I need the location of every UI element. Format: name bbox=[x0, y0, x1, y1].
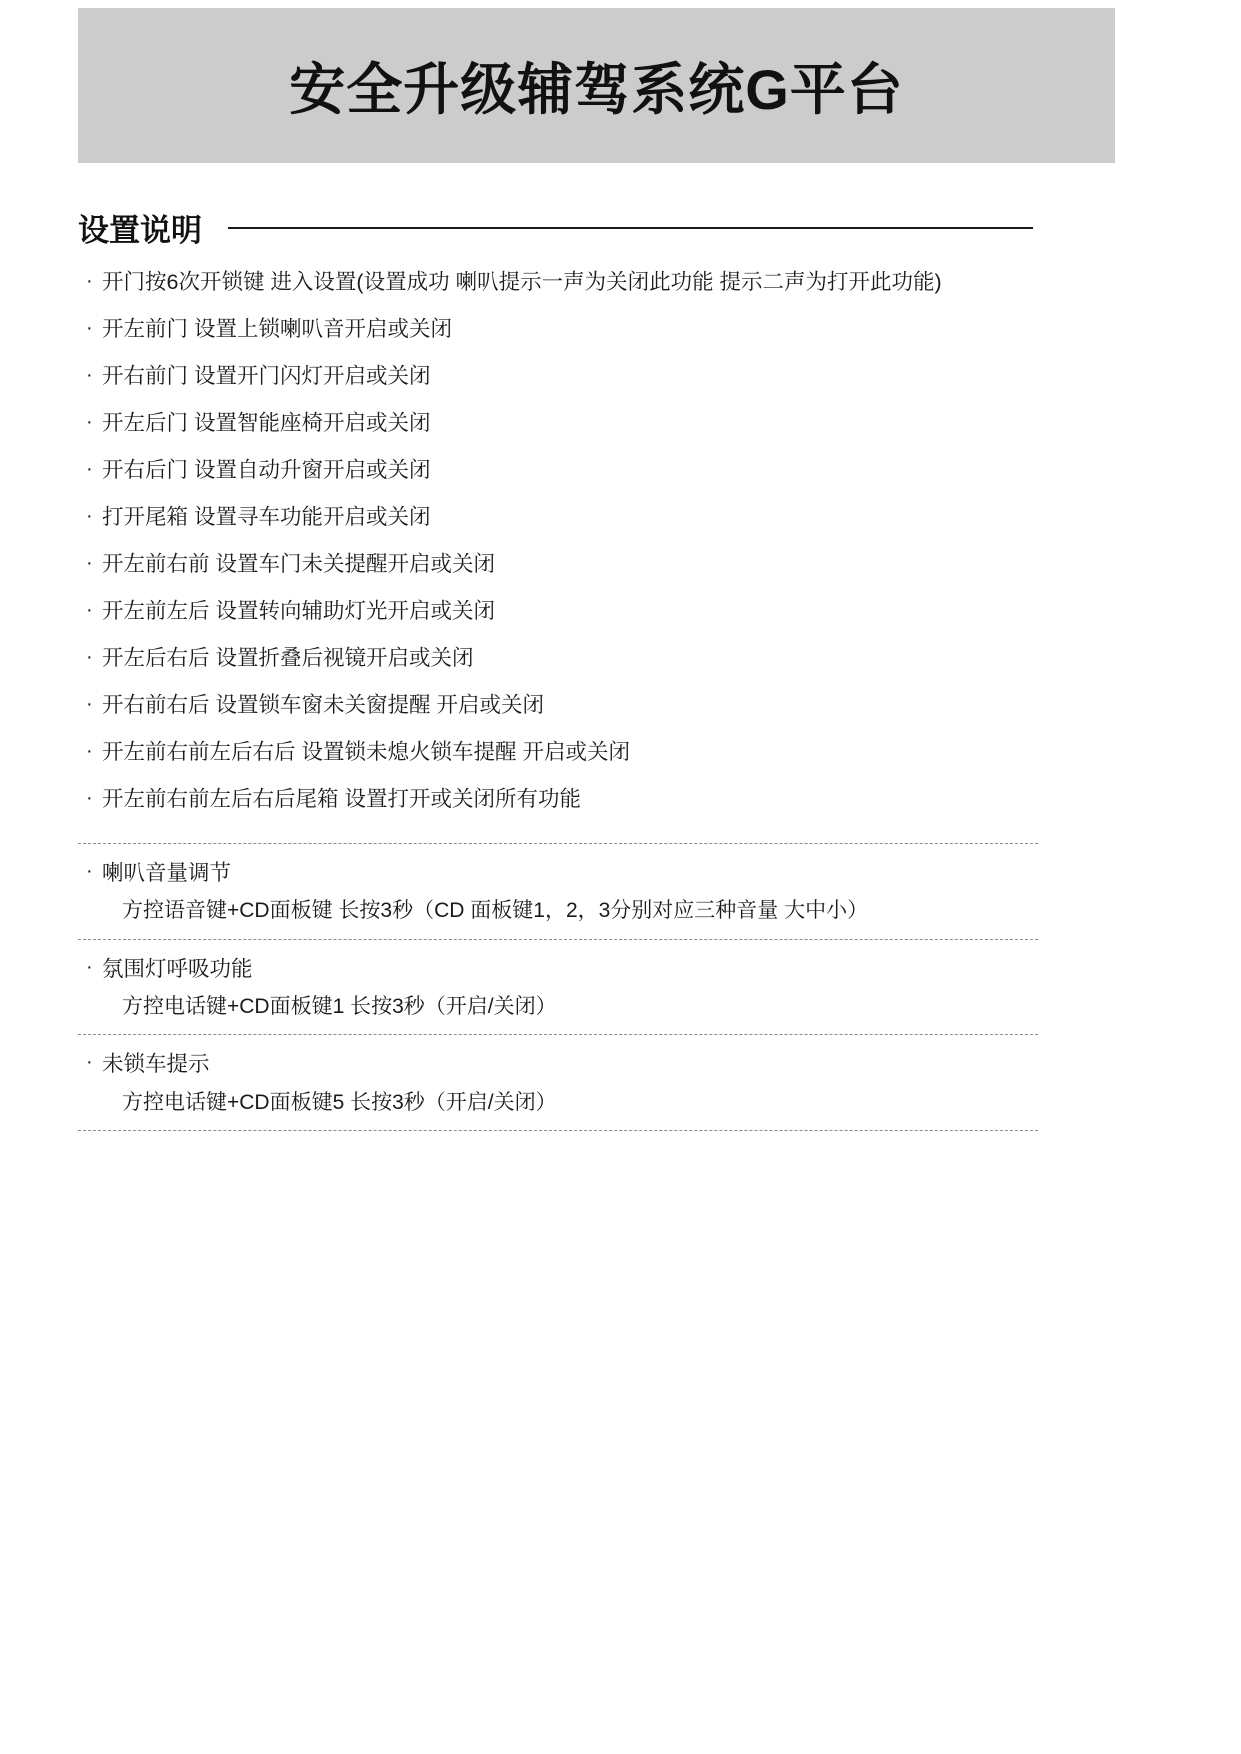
list-item-text: 开右前门 设置开门闪灯开启或关闭 bbox=[102, 364, 431, 388]
list-item-text: 开左前右前左后右后 设置锁未熄火锁车提醒 开启或关闭 bbox=[102, 740, 630, 764]
list-item bbox=[78, 597, 1038, 644]
page-title: 安全升级辅驾系统G平台 bbox=[289, 57, 904, 121]
shortcut-group bbox=[78, 1035, 1038, 1130]
list-item-text: 开门按6次开锁键 进入设置(设置成功 喇叭提示一声为关闭此功能 提示二声为打开此功能) bbox=[102, 270, 942, 294]
bullet-icon: · bbox=[86, 955, 93, 978]
bullet-icon: · bbox=[86, 1051, 93, 1074]
list-item bbox=[78, 268, 1038, 315]
shortcut-group bbox=[78, 844, 1038, 939]
shortcut-group-title bbox=[86, 858, 1038, 889]
bullet-icon: · bbox=[86, 505, 93, 527]
list-item bbox=[78, 503, 1038, 550]
list-item bbox=[78, 738, 1038, 785]
list-item bbox=[78, 550, 1038, 597]
dashed-divider bbox=[78, 1130, 1038, 1131]
bullet-icon: · bbox=[86, 270, 93, 292]
list-item bbox=[78, 456, 1038, 503]
shortcut-group-detail: 方控语音键+CD面板键 长按3秒（CD 面板键1，2，3分别对应三种音量 大中小） bbox=[122, 899, 869, 923]
list-item bbox=[78, 315, 1038, 362]
bullet-icon: · bbox=[86, 364, 93, 386]
list-item-text: 开左前门 设置上锁喇叭音开启或关闭 bbox=[102, 317, 452, 341]
bullet-icon: · bbox=[86, 552, 93, 574]
bullet-icon: · bbox=[86, 860, 93, 882]
list-item bbox=[78, 785, 1038, 832]
list-item-text: 开左后门 设置智能座椅开启或关闭 bbox=[102, 411, 431, 435]
bullet-icon: · bbox=[86, 693, 93, 715]
shortcut-group-title-text: 氛围灯呼吸功能 bbox=[102, 956, 253, 981]
instruction-list bbox=[78, 268, 1038, 832]
list-item bbox=[78, 409, 1038, 456]
bullet-icon: · bbox=[86, 787, 93, 809]
list-item-text: 开右前右后 设置锁车窗未关窗提醒 开启或关闭 bbox=[102, 693, 544, 717]
shortcut-group-title-text: 未锁车提示 bbox=[102, 1052, 210, 1077]
bullet-icon: · bbox=[86, 411, 93, 433]
shortcut-group-detail: 方控电话键+CD面板键5 长按3秒（开启/关闭） bbox=[122, 1090, 557, 1114]
list-item-text: 开左前右前 设置车门未关提醒开启或关闭 bbox=[102, 552, 495, 576]
shortcut-group-title bbox=[86, 954, 1038, 985]
shortcut-group-title-text: 喇叭音量调节 bbox=[102, 861, 232, 885]
list-item-text: 开左前左后 设置转向辅助灯光开启或关闭 bbox=[102, 599, 495, 623]
shortcut-group-list bbox=[78, 843, 1038, 1131]
list-item-text: 开左前右前左后右后尾箱 设置打开或关闭所有功能 bbox=[102, 787, 581, 811]
list-item-text: 打开尾箱 设置寻车功能开启或关闭 bbox=[102, 505, 431, 529]
bullet-icon: · bbox=[86, 740, 93, 762]
shortcut-group bbox=[78, 940, 1038, 1035]
list-item bbox=[78, 691, 1038, 738]
bullet-icon: · bbox=[86, 599, 93, 621]
shortcut-group-detail: 方控电话键+CD面板键1 长按3秒（开启/关闭） bbox=[122, 994, 557, 1018]
bullet-icon: · bbox=[86, 458, 93, 480]
section-heading bbox=[78, 205, 1033, 250]
list-item-text: 开右后门 设置自动升窗开启或关闭 bbox=[102, 458, 431, 482]
section-heading-label: 设置说明 bbox=[78, 213, 202, 248]
list-item-text: 开左后右后 设置折叠后视镜开启或关闭 bbox=[102, 646, 474, 670]
header-banner bbox=[78, 8, 1115, 163]
list-item bbox=[78, 362, 1038, 409]
shortcut-group-title bbox=[86, 1049, 1038, 1080]
bullet-icon: · bbox=[86, 646, 93, 668]
heading-divider bbox=[228, 227, 1033, 229]
list-item bbox=[78, 644, 1038, 691]
bullet-icon: · bbox=[86, 317, 93, 339]
